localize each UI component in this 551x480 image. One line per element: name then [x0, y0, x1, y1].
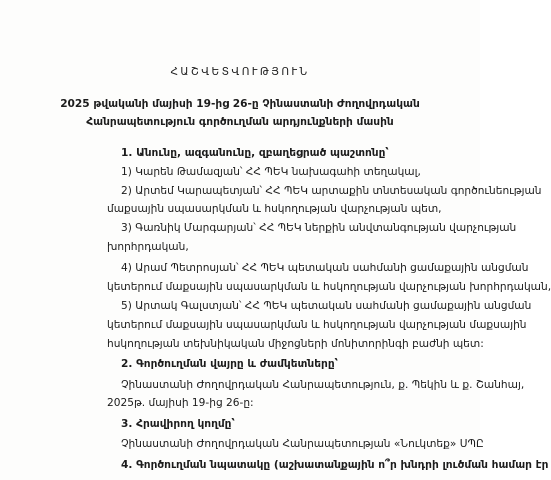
- list-item-4: 4) Արամ Պետրոսյան՝ ՀՀ ՊԵԿ պետական սահմանի ցամաքային անցման: [121, 262, 529, 274]
- section3-text: Չինաստանի Ժողովրդական Հանրապետության «Նուկտեք» ՍՊԸ: [121, 438, 484, 450]
- list-item-5-continuation-2: հսկողության տեխնիկական միջոցների մոնիտորինգի բաժնի պետ:: [107, 338, 484, 350]
- section1-heading: 1. Անունը, ազգանունը, զբաղեցրած պաշտոնը՝: [121, 147, 389, 159]
- list-item-1: 1) Կարեն Թամազյան՝ ՀՀ ՊԵԿ նախագահի տեղակալ,: [121, 166, 421, 178]
- list-item-3: 3) Գառնիկ Մարգարյան՝ ՀՀ ՊԵԿ ներքին անվտանգության վարչության: [121, 222, 517, 234]
- document-title: ՀԱՇՎԵՏՎՈՒԹՅՈՒՆ: [170, 66, 310, 78]
- list-item-2-continuation: մաքսային սպասարկման և հսկողության վարչության պետ,: [107, 203, 442, 215]
- section2-heading: 2. Գործուղման վայրը և ժամկետները՝: [121, 358, 338, 370]
- document-subtitle-line2: Հանրապետություն գործուղման արդյունքների մասին: [86, 116, 394, 128]
- section3-heading: 3. Հրավիրող կողմը՝: [121, 418, 235, 430]
- list-item-3-continuation: խորհրդական,: [107, 241, 189, 253]
- section4-heading: 4. Գործուղման նպատակը (աշխատանքային ո՞ր խնդրի լուծման համար էր: [121, 459, 549, 471]
- document-subtitle-line1: 2025 թվականի մայիսի 19-ից 26-ը Չինաստանի Ժողովրդական: [60, 98, 420, 110]
- list-item-2: 2) Արտեմ Կարապետյան՝ ՀՀ ՊԵԿ արտաքին տնտեսական գործունեության: [121, 185, 542, 197]
- section2-text-continuation: 2025թ. մայիսի 19-ից 26-ը:: [107, 397, 254, 409]
- list-item-4-continuation: կետերում մաքսային սպասարկման և հսկողության վարչության խորհրդական,: [107, 281, 551, 293]
- list-item-5: 5) Արտակ Գալստյան՝ ՀՀ ՊԵԿ պետական սահմանի ցամաքային անցման: [121, 300, 532, 312]
- list-item-5-continuation-1: կետերում մաքսային սպասարկման և հսկողության վարչության մաքսային: [107, 319, 527, 331]
- section2-text: Չինաստանի Ժողովրդական Հանրապետություն, ք. Պեկին և ք. Շանհայ,: [121, 379, 525, 391]
